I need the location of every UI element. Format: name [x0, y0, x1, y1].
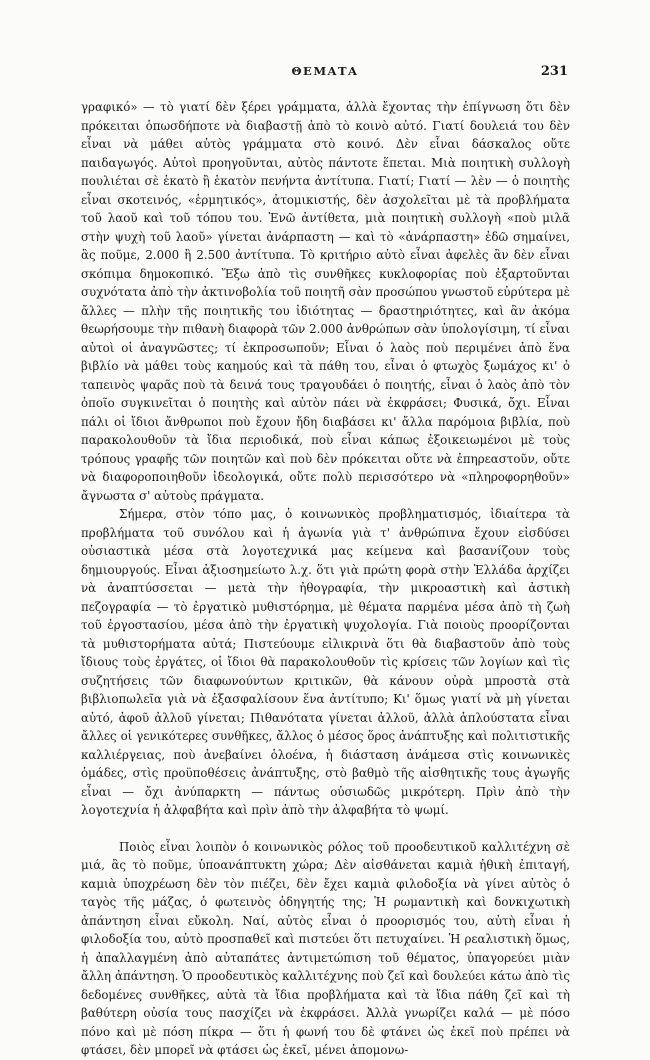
paragraph-3: Ποιὸς εἶναι λοιπὸν ὁ κοινωνικὸς ρόλος τοῦ προοδευτικοῦ καλλιτέχνη σὲ μιά, ἂς τὸ ποῦμε, ὑποανάπτυκτη χώρα; Δὲν αἰσθάνεται καμιὰ ἠθικὴ ἐπιταγή, καμιὰ ὑποχρέωση δὲν τὸν πιέζει, δὲν ἔχει καμιὰ φιλοδοξία νὰ γίνει αὐτὸς ὁ ταγὸς τῆς μάζας, ὁ φωτεινὸς ὁδηγητής της; Ἡ ρωμαντικὴ καὶ δονκιχωτικὴ ἀπάντηση εἶναι εὔκολη. Ναί, αὐτὸς εἶναι ὁ προορισμός του, αὐτὴ εἶναι ἡ φιλοδοξία του, αὐτὸ προσπαθεῖ καὶ πιστεύει ὅτι πετυχαίνει. Ἡ ρεαλιστικὴ ὅμως, ἡ ἀπαλλαγμένη ἀπὸ αὐταπάτες ἀντιμετώπιση τοῦ θέματος, ὑπαγορεύει μιὰν ἄλλη ἀπάντηση. Ὁ προοδευτικὸς καλλιτέχνης ποὺ ζεῖ καὶ δουλεύει κάτω ἀπὸ τὶς δεδομένες συνθῆκες, αὐτὰ τὰ ἴδια προβλήματα καὶ τὰ ἴδια πάθη ζεῖ καὶ τὴ βαθύτερη οὐσία τους πασχίζει νὰ ἐκφράσει. Ἀλλὰ γνωρίζει καλά — μὲ πόσο πόνο καὶ μὲ πόση πίκρα — ὅτι ἡ φωνή του δὲ φτάνει ὡς ἐκεῖ ποὺ πρέπει νὰ φτάσει, δὲν μπορεῖ νὰ φτάσει ὡς ἐκεῖ, μένει ἀπομονω- — [81, 839, 570, 1057]
paragraph-1: γραφικό» — τὸ γιατί δὲν ξέρει γράμματα, ἀλλὰ ἔχοντας τὴν ἐπίγνωση ὅτι δὲν πρόκειται ὁπωσδήποτε νὰ διαβαστῇ ἀπὸ τὸ κοινὸ αὐτό. Γιατί δουλειά του δὲν εἶναι νὰ μάθει αὐτὸς γράμματα στὸ κοινό. Δὲν εἶναι δάσκαλος οὔτε παιδαγωγός. Αὐτοὶ προηγοῦνται, αὐτὸς πάντοτε ἕπεται. Μιὰ ποιητικὴ συλλογὴ πουλιέται σὲ ἑκατὸ ἢ ἑκατὸν πενήντα ἀντίτυπα. Γιατί; Γιατί — λὲν — ὁ ποιητὴς εἶναι σκοτεινός, «ἑρμητικός», ἀτομικιστής, δὲν ἀσχολεῖται μὲ τὰ προβλήματα τοῦ λαοῦ καὶ τοῦ τόπου του. Ἐνῶ ἀντίθετα, μιὰ ποιητικὴ συλλογὴ «ποὺ μιλᾶ στὴν ψυχὴ τοῦ λαοῦ» γίνεται ἀνάρπαστη — καὶ τὸ «ἀνάρπαστη» ἐδῶ σημαίνει, ἂς ποῦμε, 2.000 ἢ 2.500 ἀντίτυπα. Τὸ κριτήριο αὐτὸ εἶναι ἀφελὲς ἂν δὲν εἶναι σκόπιμα δημοκοπικό. Ἔξω ἀπὸ τὶς συνθῆκες κυκλοφορίας ποὺ ἐξαρτοῦνται συχνότατα ἀπὸ τὴν ἀκτινοβολία τοῦ ποιητῆ σὰν προσώπου γνωστοῦ εὐρύτερα μὲ ἄλλες — πλὴν τῆς ποιητικῆς του ἰδιότητας — δραστηριότητες, καὶ ἂν ἀκόμα θεωρήσουμε τὴν πιθανὴ διαφορὰ τῶν 2.000 ἀνθρώπων σὰν ὑπολογίσιμη, τί εἶναι αὐτοὶ οἱ ἀναγνῶστες; τί ἐκπροσωποῦν; Εἶναι ὁ λαὸς ποὺ περιμένει ἀπὸ ἕνα βιβλίο νὰ μάθει τοὺς καημούς καὶ τὰ πάθη του, εἶναι ὁ φτωχὸς ξωμάχος κι' ὁ ταπεινὸς ψαρᾶς ποὺ τὰ δεινά τους τραγουδάει ὁ ποιητής, εἶναι ὁ λαὸς ἀπὸ τὸν ὁποῖο συγκινεῖται ὁ ποιητὴς καὶ αὐτὸν πάει νὰ ἐκφράσει; Φυσικά, ὄχι. Εἶναι πάλι οἱ ἴδιοι ἄνθρωποι ποὺ ἔχουν ἤδη διαβάσει κι' ἄλλα παρόμοια βιβλία, ποὺ παρακολουθοῦν τὰ ἴδια περιοδικά, ποὺ εἶναι κάπως ἐξοικειωμένοι μὲ τοὺς τρόπους γραφῆς τῶν ποιητῶν καὶ ποὺ δὲν πρόκειται οὔτε νὰ ἐπηρεαστοῦν, οὔτε νὰ διαφοροποιηθοῦν ἰδεολογικά, οὔτε πολὺ περισσότερο νὰ «πληροφορηθοῦν» ἄγνωστα σ' αὐτοὺς πράγματα. — [81, 100, 570, 503]
paragraph-2: Σήμερα, στὸν τόπο μας, ὁ κοινωνικὸς προβληματισμός, ἰδιαίτερα τὰ προβλήματα τοῦ συνόλου καὶ ἡ ἀγωνία γιὰ τ' ἀνθρώπινα ἔχουν εἰσδύσει οὐσιαστικὰ μέσα στὰ λογοτεχνικά μας κείμενα καὶ βασανίζουν τοὺς δημιουργούς. Εἶναι ἀξιοσημείωτο λ.χ. ὅτι γιὰ πρώτη φορὰ στὴν Ἑλλάδα ἀρχίζει νὰ ἀναπτύσσεται — μετὰ τὴν ἠθογραφία, τὴν μικροαστικὴ καὶ ἀστικὴ πεζογραφία — τὸ ἐργατικὸ μυθιστόρημα, μὲ θέματα παρμένα μέσα ἀπὸ τὴ ζωὴ τοῦ ἐργοστασίου, μέσα ἀπὸ τὴν ἐργατικὴ ψυχολογία. Γιὰ ποιοὺς προορίζονται τὰ μυθιστορήματα αὐτά; Πιστεύουμε εἰλικρινὰ ὅτι θὰ διαβαστοῦν ἀπὸ τοὺς ἴδιους τοὺς ἐργάτες, οἱ ἴδιοι θὰ παρακολουθοῦν τὶς κρίσεις τῶν λογίων καὶ τὶς συζητήσεις τῶν διαφωνούντων κριτικῶν, θὰ κάνουν οὐρὰ μπροστὰ στὰ βιβλιοπωλεῖα γιὰ νὰ ἐξασφαλίσουν ἕνα ἀντίτυπο; Κι' ὅμως γιατί νὰ μὴ γίνεται αὐτό, ἀφοῦ ἀλλοῦ γίνεται; Πιθανότατα γίνεται ἀλλοῦ, ἀλλὰ ἁπλούστατα εἶναι ἄλλες οἱ γενικότερες συνθῆκες, ἄλλος ὁ μέσος ὅρος ἀνάπτυξης καὶ πολιτιστικῆς καλλιέργειας, ποὺ ἀνεβαίνει ὁλοένα, ἡ διάσταση ἀνάμεσα στὶς κοινωνικὲς ὁμάδες, στὶς προϋποθέσεις ἀνάπτυξης, στὸ βαθμὸ τῆς αἰσθητικῆς τους ἀγωγῆς εἶναι — ὄχι ἀνύπαρκτη — πάντως οὐσιωδῶς μικρότερη. Πρὶν ἀπὸ τὴν λογοτεχνία ἡ ἀλφαβήτα καὶ πρὶν ἀπὸ τὴν ἀλφαβήτα τὸ ψωμί. — [81, 507, 570, 817]
page-header — [0, 64, 650, 82]
running-title: ΘΕΜΑΤΑ — [291, 64, 359, 78]
body-text — [81, 98, 570, 1060]
page-number: 231 — [540, 64, 568, 79]
